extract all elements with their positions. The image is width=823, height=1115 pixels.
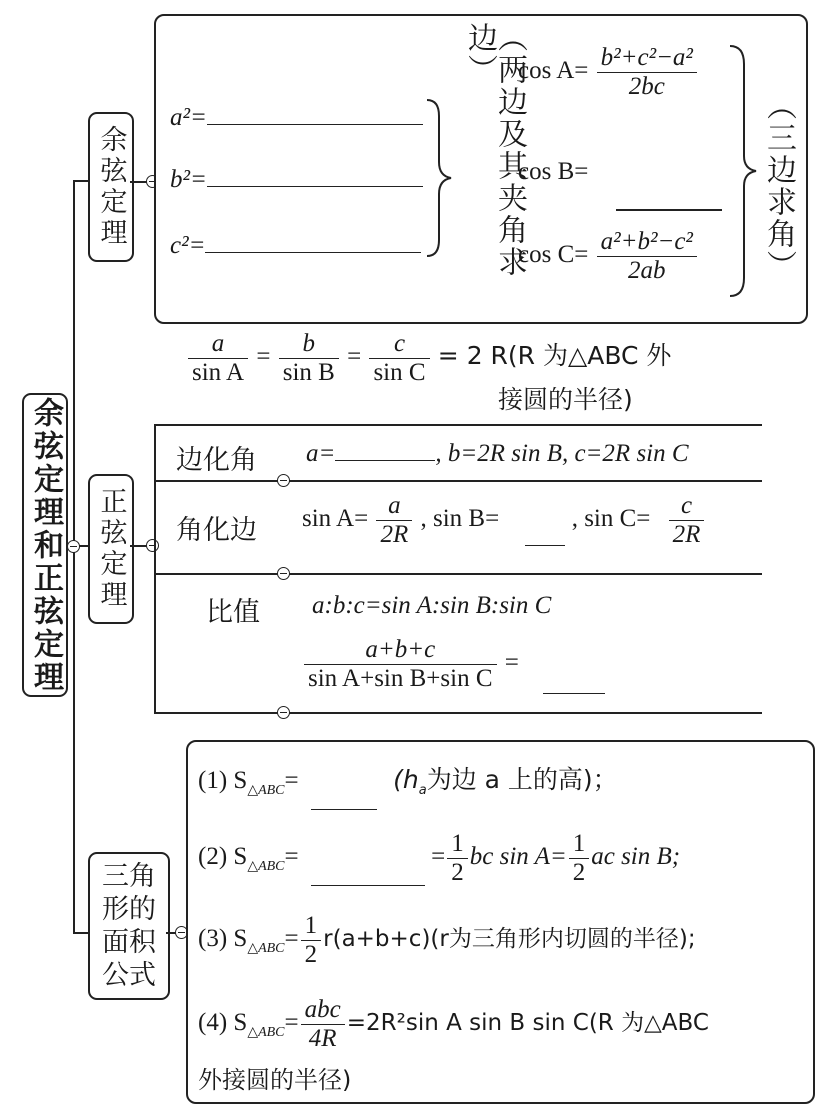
case-three-sides: （三边求角）: [761, 90, 796, 282]
area-f4: (4) $S_{\triangle ABC}=$ $\frac{\text{abc}}{4R}$ =2R²sin A sin B sin C(R 为△ABC: [198, 996, 709, 1052]
area-f4-line2: 外接圆的半径): [198, 1066, 352, 1094]
main-node: [67, 540, 80, 553]
a-squared: a²=: [170, 104, 423, 132]
main-spine: [73, 180, 75, 933]
b-squared: b²=: [170, 166, 423, 194]
row3-label: 比值: [206, 597, 260, 628]
row1-node: [277, 474, 290, 487]
sine-box-left: [154, 424, 156, 714]
sine-law: $\frac{a}{\text{sin A}}$ = $\frac{b}{\text{sin B}}$ = $\frac{c}{\text{sin C}}$ = 2 R(R 为△ABC 外: [186, 330, 671, 387]
b-squared-blank: [207, 186, 423, 187]
a-squared-blank: [207, 124, 423, 125]
row3-fraction: $\frac{a+b+c}{\text{sin A+sin B+sin C}}$ =: [302, 636, 605, 693]
area-f2: (2) $S_{\triangle ABC}=$ = $\frac{1}{2}$ bc sin A= $\frac{1}{2}$ ac sin B;: [198, 830, 681, 886]
cosine-label-box: [88, 112, 134, 262]
sine-law-line2: 接圆的半径): [498, 385, 633, 414]
row1-label: 边化角: [176, 445, 257, 476]
area-f1: (1) $S_{\triangle ABC}= (h_a$为边 a 上的高)；: [198, 760, 618, 799]
cos-c: cos C= $\frac{\text{a²+b²−c²}}{2ab}$: [518, 228, 699, 285]
case-two-sides: （两边及其夹角求边）: [462, 22, 527, 278]
main-title: 余弦定理和正弦定理: [28, 396, 63, 694]
cos-c-fraction: $\frac{\text{a²+b²−c²}}{2ab}$: [597, 228, 697, 285]
cos-b-blank: [616, 209, 722, 211]
row2-label: 角化边: [176, 515, 257, 546]
c-squared: c²=: [170, 232, 421, 260]
sine-node: [146, 539, 159, 552]
sine-box-top: [154, 424, 762, 426]
c-squared-blank: [205, 252, 421, 253]
sine-row-divider-1: [154, 480, 762, 482]
main-title-box: [22, 393, 68, 697]
sine-row-divider-2: [154, 573, 762, 575]
cos-a: cos A= $\frac{\text{b²+c²−a²}}{2bc}$: [518, 44, 699, 101]
cos-b: cos B=: [518, 158, 589, 185]
brace-left: [425, 98, 455, 258]
row2-formula: sin A= $\frac{a}{2R}$ , sin B= , sin C= $\frac{c}{2R}$: [302, 492, 706, 549]
area-label-box: 三角 形的 面积 公式: [88, 852, 170, 1000]
row3-node: [277, 706, 290, 719]
sine-label: 正弦定理: [95, 487, 127, 611]
row1-formula: a= , b=2R sin B, c=2R sin C: [306, 440, 689, 467]
brace-right: [728, 44, 760, 298]
row3-ratio: a:b:c=sin A:sin B:sin C: [312, 592, 552, 619]
sine-box-bottom: [154, 712, 762, 714]
area-f3: (3) $S_{\triangle ABC}=$ $\frac{1}{2}$ r(a+b+c)(r为三角形内切圆的半径);: [198, 912, 696, 968]
sine-label-box: [88, 474, 134, 624]
row2-node: [277, 567, 290, 580]
cos-a-fraction: $\frac{\text{b²+c²−a²}}{2bc}$: [597, 44, 697, 101]
cosine-label: 余弦定理: [95, 125, 127, 249]
